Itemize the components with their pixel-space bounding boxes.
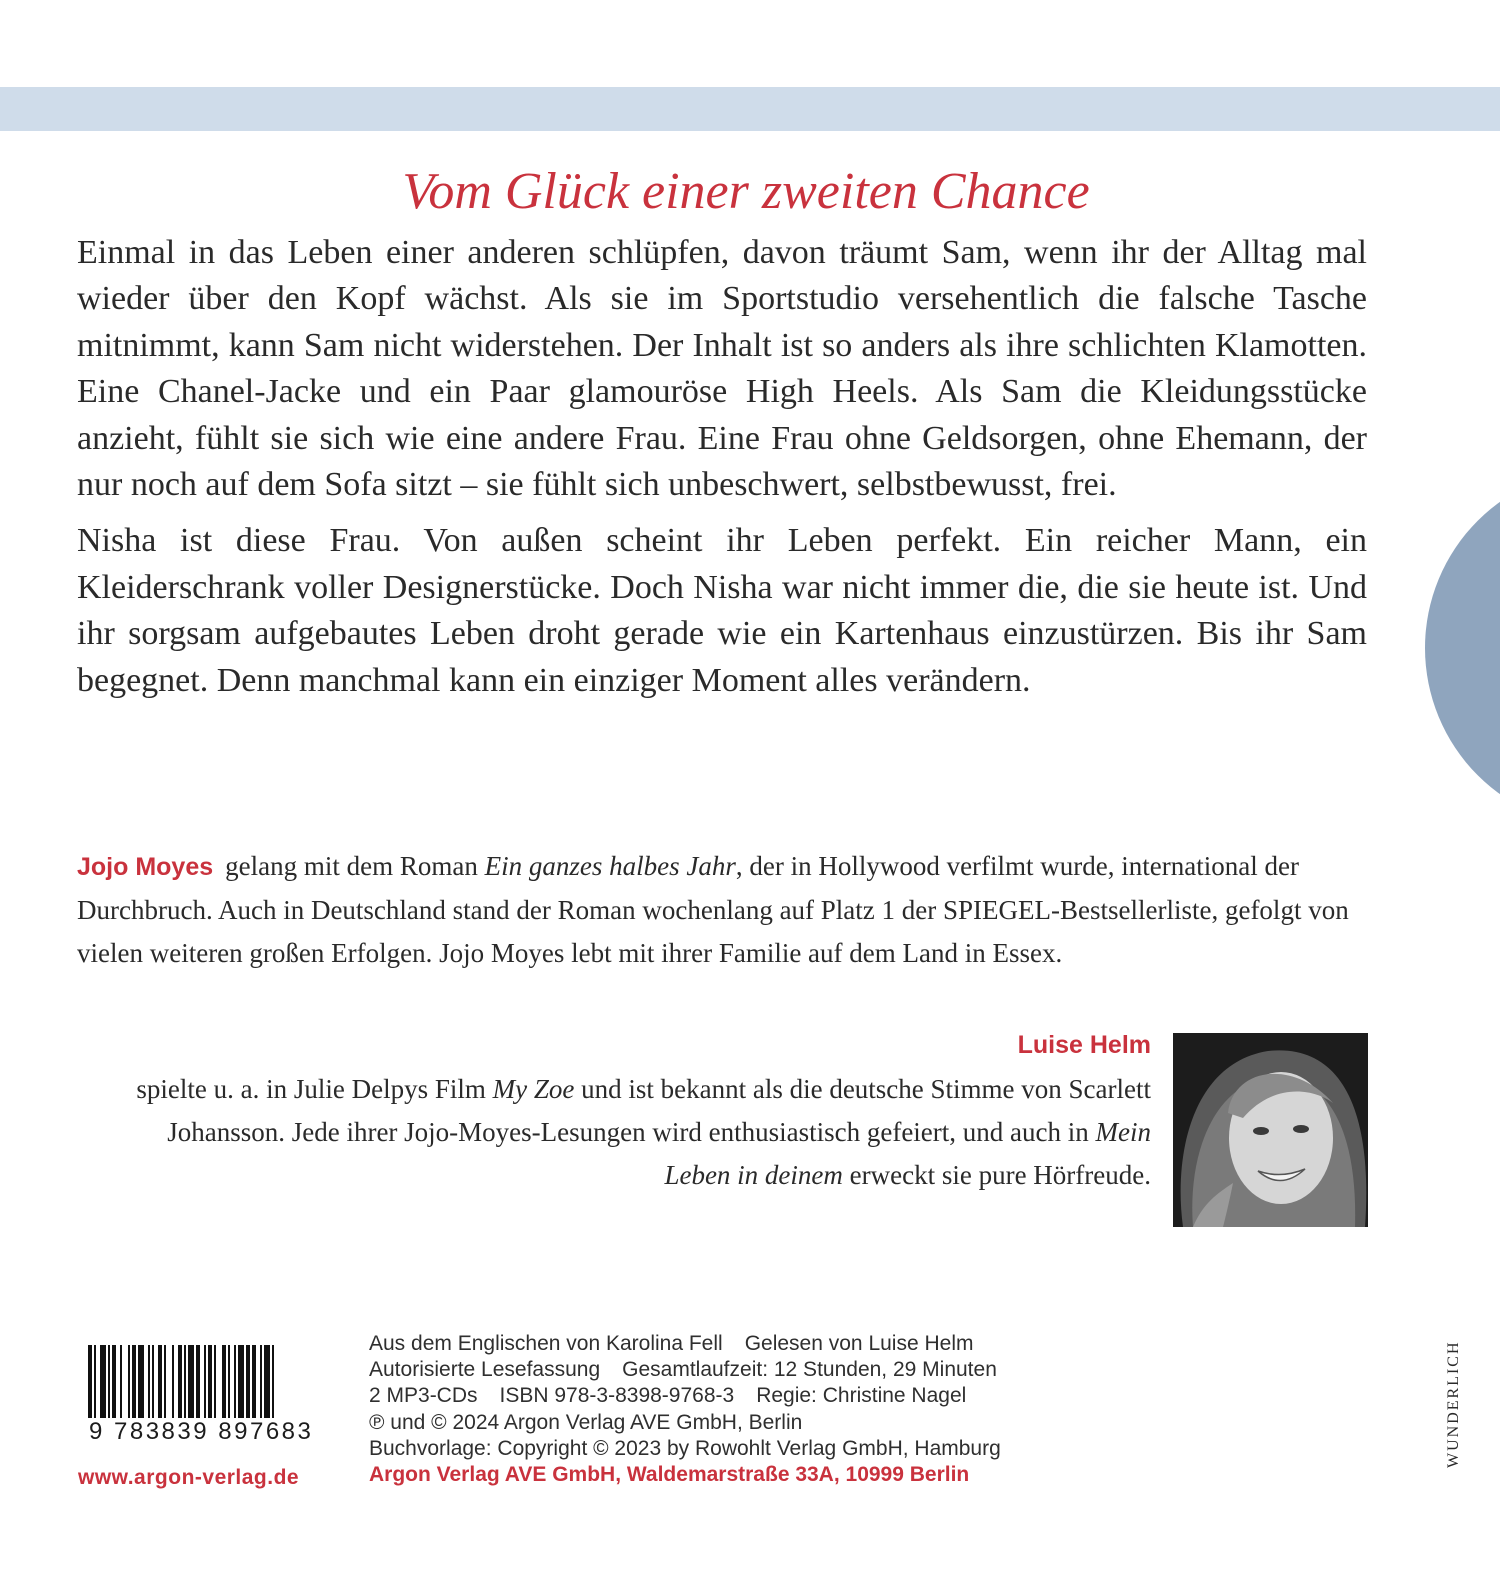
author-book-title: Ein ganzes halbes Jahr bbox=[484, 851, 736, 881]
headline: Vom Glück einer zweiten Chance bbox=[402, 163, 1090, 220]
author-bio bbox=[77, 845, 1377, 975]
isbn: ISBN 978-3-8398-9768-3 bbox=[499, 1384, 735, 1408]
narrator-portrait bbox=[1173, 1033, 1368, 1227]
barcode-digits: 9 783839 897683 bbox=[85, 1418, 339, 1446]
narrator-name: Luise Helm bbox=[1017, 1031, 1151, 1059]
author-bio-text-2: , der in Hollywood verfilmt wurde, international der Durchbruch. Auch in Deutschland stand der Roman wochenlang auf Platz 1 der SPIEGEL-Bestsellerliste, gefolgt von vielen weiteren großen Erfolgen. Jojo Moyes lebt mit ihrer Familie auf dem Land in Essex. bbox=[77, 851, 1349, 968]
book-copyright: Buchvorlage: Copyright © 2023 by Rowohlt Verlag GmbH, Hamburg bbox=[369, 1436, 1001, 1460]
runtime: Gesamtlaufzeit: 12 Stunden, 29 Minuten bbox=[622, 1358, 997, 1382]
publisher-logo-wunderlich: WUNDERLICH bbox=[1445, 1340, 1462, 1468]
blurb-paragraph-2: Nisha ist diese Frau. Von außen scheint ihr Leben perfekt. Ein reicher Mann, ein Kleiderschrank voller Designerstücke. Doch Nisha war nicht immer die, die sie heute ist. Und ihr sorgsam aufgebautes Leben droht gerade wie ein Kartenhaus einzustürzen. Bis ihr Sam begegnet. Denn manchmal kann ein einziger Moment alles verändern. bbox=[77, 522, 1367, 699]
narrator-bio bbox=[100, 1068, 1151, 1197]
publisher-address: Argon Verlag AVE GmbH, Waldemarstraße 33A, 10999 Berlin bbox=[369, 1463, 970, 1487]
reader-credit: Gelesen von Luise Helm bbox=[744, 1332, 974, 1355]
blurb-paragraph-1: Einmal in das Leben einer anderen schlüpfen, davon träumt Sam, wenn ihr der Alltag mal wieder über den Kopf wächst. Als sie im Sportstudio versehentlich die falsche Tasche mitnimmt, kann Sam nicht widerstehen. Der Inhalt ist so anders als ihre schlichten Klamotten. Eine Chanel-Jacke und ein Paar glamouröse High Heels. Als Sam die Kleidungsstücke anzieht, fühlt sie sich wie eine andere Frau. Eine Frau ohne Geldsorgen, ohne Ehemann, der nur noch auf dem Sofa sitzt – sie fühlt sich unbeschwert, selbstbewusst, frei. bbox=[77, 234, 1367, 504]
narrator-bio-text-1: spielte u. a. in Julie Delpys Film bbox=[136, 1074, 493, 1104]
production-credits bbox=[369, 1331, 1409, 1488]
narrator-book-title: Mein Leben in deinem bbox=[664, 1117, 1151, 1190]
edition-note: Autorisierte Lesefassung bbox=[369, 1358, 601, 1382]
top-color-band bbox=[0, 87, 1500, 131]
book-blurb bbox=[77, 230, 1367, 704]
credits-row bbox=[369, 1331, 1409, 1357]
credits-row bbox=[369, 1357, 1409, 1383]
narrator-film-title: My Zoe bbox=[492, 1074, 575, 1104]
narrator-bio-text-3: erweckt sie pure Hörfreude. bbox=[842, 1160, 1151, 1190]
publisher-website: www.argon-verlag.de bbox=[78, 1466, 300, 1489]
narrator-bio-text-2: und ist bekannt als die deutsche Stimme von Scarlett Johansson. Jede ihrer Jojo-Moyes-Lesungen wird enthusiastisch gefeiert, und auch in bbox=[167, 1074, 1151, 1147]
credits-row bbox=[369, 1383, 1409, 1409]
cd-disc-edge bbox=[1425, 468, 1500, 828]
director-credit: Regie: Christine Nagel bbox=[756, 1384, 967, 1408]
format: 2 MP3-CDs bbox=[369, 1384, 478, 1408]
audio-copyright: ℗ und © 2024 Argon Verlag AVE GmbH, Berlin bbox=[369, 1410, 803, 1434]
author-name: Jojo Moyes bbox=[77, 853, 214, 881]
author-bio-text-1: gelang mit dem Roman bbox=[225, 851, 485, 881]
translation-credit: Aus dem Englischen von Karolina Fell bbox=[369, 1332, 723, 1355]
